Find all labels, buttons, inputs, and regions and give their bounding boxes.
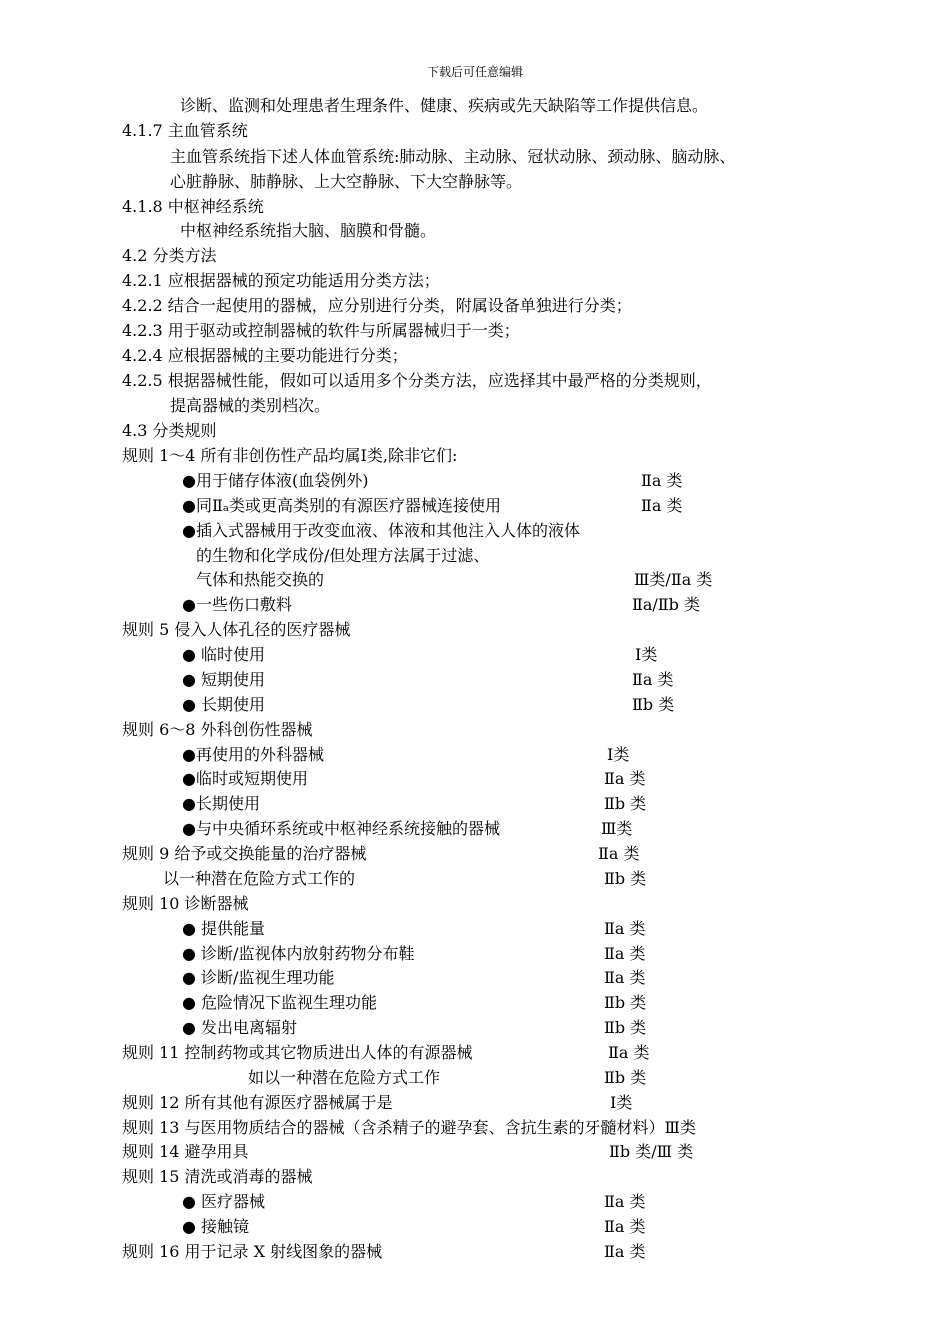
text-line: ● 发出电离辐射	[182, 1018, 298, 1037]
text-line: 规则 13 与医用物质结合的器械（含杀精子的避孕套、含抗生素的牙髓材料）Ⅲ类	[122, 1118, 696, 1137]
text-line: 4.2.4 应根据器械的主要功能进行分类；	[122, 346, 408, 365]
class-label: Ⅰ类	[635, 645, 658, 664]
text-line: ● 诊断/监视体内放射药物分布鞋	[182, 944, 415, 963]
class-label: Ⅱb 类	[604, 993, 647, 1012]
class-label: Ⅱa 类	[604, 1192, 646, 1211]
text-line: 规则 11 控制药物或其它物质进出人体的有源器械	[122, 1043, 473, 1062]
text-line: ● 危险情况下监视生理功能	[182, 993, 378, 1012]
text-line: 规则 5 侵入人体孔径的医疗器械	[122, 620, 351, 639]
text-line: 4.1.8 中枢神经系统	[122, 197, 264, 216]
text-line: 规则 1～4 所有非创伤性产品均属Ⅰ类,除非它们:	[122, 446, 458, 465]
text-line: ●与中央循环系统或中枢神经系统接触的器械	[182, 819, 500, 838]
text-line: ●一些伤口敷料	[182, 595, 292, 614]
text-line: 如以一种潜在危险方式工作	[248, 1068, 441, 1087]
text-line: 规则 10 诊断器械	[122, 894, 249, 913]
text-line: 规则 9 给予或交换能量的治疗器械	[122, 844, 367, 863]
text-line: 规则 16 用于记录 X 射线图象的器械	[122, 1242, 383, 1261]
text-line: ● 短期使用	[182, 670, 266, 689]
text-line: 心脏静脉、肺静脉、上大空静脉、下大空静脉等。	[170, 172, 523, 191]
class-label: Ⅱb 类	[632, 695, 675, 714]
class-label: Ⅲ类	[601, 819, 633, 838]
text-line: 以一种潜在危险方式工作的	[163, 869, 356, 888]
class-label: Ⅲ类/Ⅱa 类	[634, 570, 713, 589]
text-line: 的生物和化学成份/但处理方法属于过滤、	[196, 546, 490, 565]
class-label: Ⅱa 类	[598, 844, 640, 863]
class-label: Ⅱa 类	[604, 1217, 646, 1236]
text-line: 规则 6～8 外科创伤性器械	[122, 720, 313, 739]
text-line: 主血管系统指下述人体血管系统:肺动脉、主动脉、冠状动脉、颈动脉、脑动脉、	[170, 147, 736, 166]
class-label: Ⅱa 类	[632, 670, 674, 689]
text-line: 4.2.1 应根据器械的预定功能适用分类方法；	[122, 271, 440, 290]
class-label: Ⅱa/Ⅱb 类	[632, 595, 701, 614]
text-line: 4.3 分类规则	[122, 421, 217, 440]
class-label: Ⅱb 类	[604, 1068, 647, 1087]
class-label: Ⅱa 类	[641, 471, 683, 490]
class-label: Ⅱb 类	[604, 869, 647, 888]
text-line: ● 长期使用	[182, 695, 266, 714]
text-line: ●用于储存体液(血袋例外)	[182, 471, 369, 490]
text-line: ●长期使用	[182, 794, 260, 813]
text-line: 4.2.3 用于驱动或控制器械的软件与所属器械归于一类；	[122, 321, 520, 340]
text-line: 中枢神经系统指大脑、脑膜和骨髓。	[180, 221, 437, 240]
text-line: 4.2 分类方法	[122, 246, 217, 265]
class-label: Ⅱa 类	[641, 496, 683, 515]
text-line: 提高器械的类别档次。	[170, 396, 331, 415]
page-header: 下载后可任意编辑	[426, 65, 523, 79]
class-label: Ⅱb 类	[604, 794, 647, 813]
text-line: 规则 14 避孕用具	[122, 1142, 249, 1161]
text-line: ●同Ⅱₐ类或更高类别的有源医疗器械连接使用	[182, 496, 502, 515]
text-line: ●再使用的外科器械	[182, 745, 324, 764]
text-line: 气体和热能交换的	[196, 570, 325, 589]
text-line: ● 临时使用	[182, 645, 266, 664]
text-line: ● 接触镜	[182, 1217, 250, 1236]
class-label: Ⅱa 类	[604, 1242, 646, 1261]
class-label: Ⅱa 类	[604, 968, 646, 987]
class-label: Ⅱa 类	[604, 769, 646, 788]
class-label: Ⅰ类	[610, 1093, 633, 1112]
class-label: Ⅱb 类	[604, 1018, 647, 1037]
text-line: ● 诊断/监视生理功能	[182, 968, 335, 987]
text-line: ● 提供能量	[182, 919, 266, 938]
text-line: 规则 12 所有其他有源医疗器械属于是	[122, 1093, 393, 1112]
class-label: Ⅱa 类	[604, 919, 646, 938]
class-label: Ⅱb 类/Ⅲ 类	[609, 1142, 694, 1161]
text-line: 4.1.7 主血管系统	[122, 121, 248, 140]
text-line: 诊断、监测和处理患者生理条件、健康、疾病或先天缺陷等工作提供信息。	[180, 96, 709, 115]
text-line: 4.2.2 结合一起使用的器械，应分别进行分类，附属设备单独进行分类；	[122, 296, 632, 315]
text-line: ●临时或短期使用	[182, 769, 308, 788]
text-line: 4.2.5 根据器械性能，假如可以适用多个分类方法，应选择其中最严格的分类规则，	[122, 371, 712, 390]
text-line: ● 医疗器械	[182, 1192, 266, 1211]
text-line: 规则 15 清洗或消毒的器械	[122, 1167, 313, 1186]
text-line: ●插入式器械用于改变血液、体液和其他注入人体的液体	[182, 521, 580, 540]
class-label: Ⅱa 类	[604, 944, 646, 963]
class-label: Ⅱa 类	[608, 1043, 650, 1062]
class-label: Ⅰ类	[607, 745, 630, 764]
